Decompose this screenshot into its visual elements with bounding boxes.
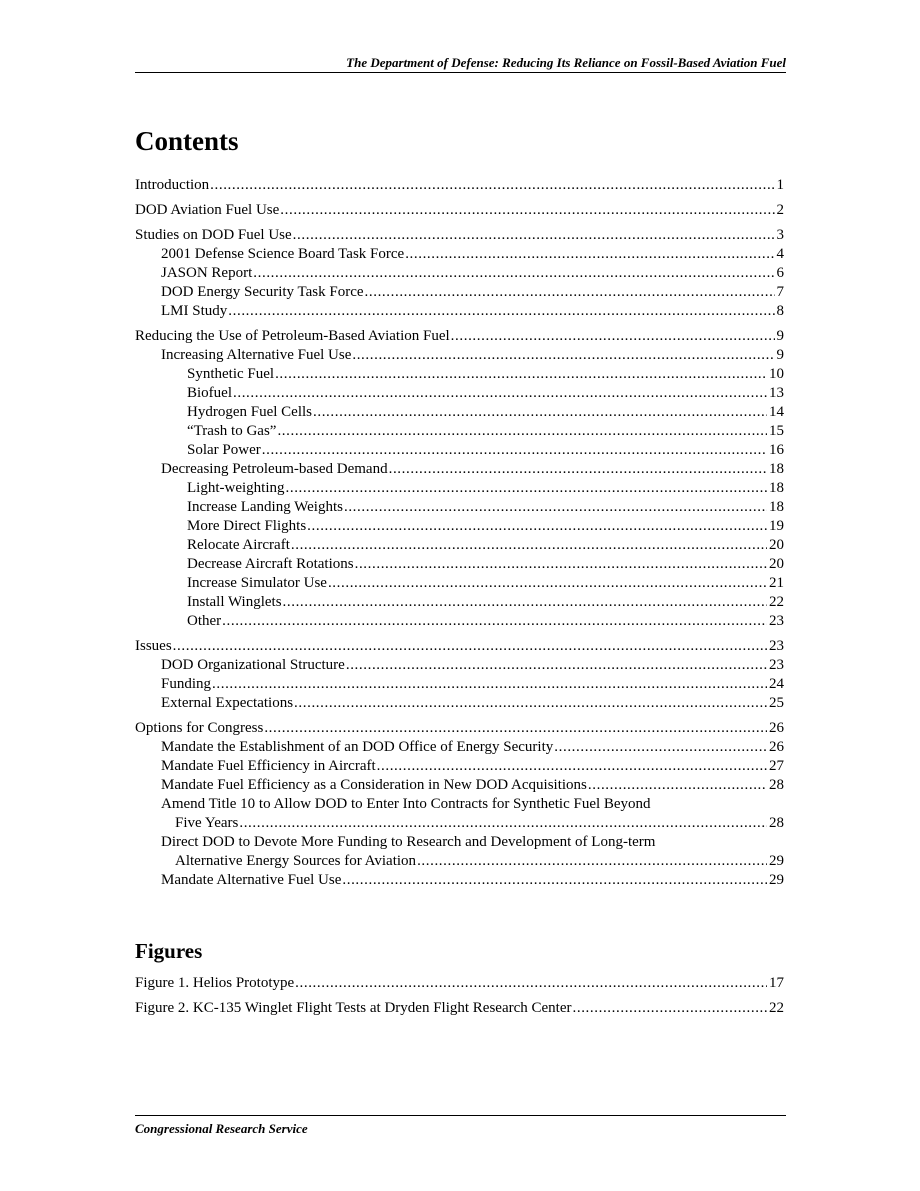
toc-entry[interactable] — [135, 441, 784, 460]
toc-entry-title: 2001 Defense Science Board Task Force — [161, 246, 405, 262]
toc-entry[interactable] — [135, 536, 784, 555]
toc-entry[interactable] — [135, 460, 784, 479]
toc-entry[interactable] — [135, 795, 784, 833]
toc-entry[interactable] — [135, 498, 784, 517]
toc-entry-title: Mandate Fuel Efficiency in Aircraft — [161, 758, 376, 774]
toc-entry[interactable] — [135, 694, 784, 713]
toc-entry-title: Relocate Aircraft — [187, 537, 290, 553]
dot-leader — [328, 574, 767, 593]
toc-entry[interactable] — [135, 871, 784, 890]
toc-entry[interactable] — [135, 719, 784, 738]
dot-leader — [405, 245, 774, 264]
toc-entry-title: Install Winglets — [187, 594, 282, 610]
toc-entry-title: Increase Simulator Use — [187, 575, 327, 591]
dot-leader — [417, 852, 767, 871]
toc-entry[interactable] — [135, 283, 784, 302]
toc-entry-title: Solar Power — [187, 442, 261, 458]
toc-entry-page: 21 — [769, 575, 784, 591]
figure-entry[interactable] — [135, 974, 784, 993]
toc-entry[interactable] — [135, 201, 784, 220]
toc-entry-page: 27 — [769, 758, 784, 774]
footer-publisher: Congressional Research Service — [135, 1121, 308, 1136]
dot-leader — [346, 656, 767, 675]
toc-entry-page: 29 — [769, 853, 784, 869]
dot-leader — [233, 384, 767, 403]
toc-entry[interactable] — [135, 833, 784, 871]
dot-leader — [307, 517, 767, 536]
toc-entry[interactable] — [135, 422, 784, 441]
toc-entry[interactable] — [135, 365, 784, 384]
toc-entry[interactable] — [135, 637, 784, 656]
dot-leader — [277, 422, 767, 441]
toc-entry-page: 8 — [776, 303, 784, 319]
toc-entry[interactable] — [135, 302, 784, 321]
toc-entry[interactable] — [135, 384, 784, 403]
toc-entry-page: 1 — [776, 177, 784, 193]
contents-list — [135, 176, 784, 890]
toc-entry-page: 13 — [769, 385, 784, 401]
dot-leader — [283, 593, 767, 612]
toc-entry-title-line1: Amend Title 10 to Allow DOD to Enter Into Contracts for Synthetic Fuel Beyond — [161, 796, 651, 812]
figures-list — [135, 974, 784, 1018]
toc-entry[interactable] — [135, 245, 784, 264]
toc-entry[interactable] — [135, 757, 784, 776]
toc-entry-page: 18 — [769, 499, 784, 515]
toc-entry-title: Light-weighting — [187, 480, 285, 496]
toc-entry-page: 28 — [769, 777, 784, 793]
toc-entry-page: 10 — [769, 366, 784, 382]
toc-entry[interactable] — [135, 403, 784, 422]
dot-leader — [294, 694, 767, 713]
toc-entry-page: 2 — [776, 202, 784, 218]
dot-leader — [264, 719, 767, 738]
dot-leader — [451, 327, 775, 346]
toc-entry-page: 4 — [776, 246, 784, 262]
toc-entry-title: Studies on DOD Fuel Use — [135, 227, 292, 243]
toc-entry-title: Synthetic Fuel — [187, 366, 275, 382]
toc-entry-title: Mandate Alternative Fuel Use — [161, 872, 342, 888]
toc-entry-page: 26 — [769, 720, 784, 736]
toc-entry[interactable] — [135, 776, 784, 795]
toc-entry-title: “Trash to Gas” — [187, 423, 277, 439]
toc-entry-page: 20 — [769, 556, 784, 572]
toc-entry-page: 22 — [769, 594, 784, 610]
dot-leader — [280, 201, 774, 220]
toc-entry-page: 16 — [769, 442, 784, 458]
dot-leader — [573, 999, 768, 1018]
toc-entry[interactable] — [135, 176, 784, 195]
toc-entry-title: Issues — [135, 638, 172, 654]
toc-entry-title: Increase Landing Weights — [187, 499, 343, 515]
toc-entry-page: 29 — [769, 872, 784, 888]
toc-entry-title: External Expectations — [161, 695, 294, 711]
toc-entry[interactable] — [135, 593, 784, 612]
toc-entry-title: Funding — [161, 676, 212, 692]
toc-entry[interactable] — [135, 574, 784, 593]
figure-entry-title: Figure 1. Helios Prototype — [135, 975, 295, 991]
toc-entry[interactable] — [135, 656, 784, 675]
toc-entry-page: 6 — [776, 265, 784, 281]
dot-leader — [212, 675, 767, 694]
toc-entry-title: Introduction — [135, 177, 210, 193]
toc-entry-title: More Direct Flights — [187, 518, 307, 534]
toc-entry-title-line1: Direct DOD to Devote More Funding to Research and Development of Long-term — [161, 834, 656, 850]
dot-leader — [355, 555, 767, 574]
toc-entry-title: DOD Organizational Structure — [161, 657, 345, 673]
running-header: The Department of Defense: Reducing Its Reliance on Fossil-Based Aviation Fuel — [346, 55, 786, 70]
toc-entry-page: 15 — [769, 423, 784, 439]
dot-leader — [275, 365, 767, 384]
toc-entry[interactable] — [135, 675, 784, 694]
toc-entry-title: DOD Energy Security Task Force — [161, 284, 364, 300]
dot-leader — [222, 612, 767, 631]
dot-leader — [554, 738, 767, 757]
toc-entry-page: 3 — [776, 227, 784, 243]
dot-leader — [262, 441, 767, 460]
dot-leader — [313, 403, 767, 422]
toc-entry-page: 23 — [769, 638, 784, 654]
toc-entry-title: LMI Study — [161, 303, 228, 319]
dot-leader — [342, 871, 767, 890]
toc-entry-title: Reducing the Use of Petroleum-Based Aviation Fuel — [135, 328, 450, 344]
toc-entry-title-line2: Five Years — [175, 815, 239, 831]
header-rule — [135, 72, 786, 73]
toc-entry-page: 26 — [769, 739, 784, 755]
toc-entry[interactable] — [135, 738, 784, 757]
toc-entry-page: 7 — [776, 284, 784, 300]
figure-entry-page: 17 — [769, 975, 784, 991]
toc-entry-title: Decrease Aircraft Rotations — [187, 556, 354, 572]
figure-entry-title: Figure 2. KC-135 Winglet Flight Tests at Dryden Flight Research Center — [135, 1000, 572, 1016]
toc-entry-title: Options for Congress — [135, 720, 264, 736]
dot-leader — [377, 757, 767, 776]
toc-entry-page: 23 — [769, 613, 784, 629]
dot-leader — [253, 264, 774, 283]
toc-entry-page: 18 — [769, 461, 784, 477]
toc-entry-title-line2: Alternative Energy Sources for Aviation — [175, 853, 417, 869]
toc-entry[interactable] — [135, 226, 784, 245]
dot-leader — [352, 346, 774, 365]
toc-entry[interactable] — [135, 346, 784, 365]
toc-entry-page: 24 — [769, 676, 784, 692]
toc-entry-page: 23 — [769, 657, 784, 673]
footer-rule — [135, 1115, 786, 1116]
figure-entry-page: 22 — [769, 1000, 784, 1016]
toc-entry-title: Increasing Alternative Fuel Use — [161, 347, 352, 363]
figures-heading: Figures — [135, 939, 203, 963]
dot-leader — [286, 479, 768, 498]
dot-leader — [295, 974, 767, 993]
dot-leader — [389, 460, 767, 479]
toc-entry[interactable] — [135, 612, 784, 631]
toc-entry-title: Other — [187, 613, 222, 629]
toc-entry[interactable] — [135, 517, 784, 536]
figure-entry[interactable] — [135, 999, 784, 1018]
contents-heading: Contents — [135, 126, 239, 156]
toc-entry-page: 28 — [769, 815, 784, 831]
toc-entry[interactable] — [135, 327, 784, 346]
dot-leader — [293, 226, 775, 245]
toc-entry-page: 9 — [776, 328, 784, 344]
dot-leader — [365, 283, 775, 302]
toc-entry-title: Mandate the Establishment of an DOD Office of Energy Security — [161, 739, 554, 755]
dot-leader — [210, 176, 774, 195]
toc-entry[interactable] — [135, 264, 784, 283]
toc-entry-title: Biofuel — [187, 385, 232, 401]
dot-leader — [228, 302, 774, 321]
toc-entry-title: JASON Report — [161, 265, 253, 281]
dot-leader — [173, 637, 767, 656]
toc-entry[interactable] — [135, 479, 784, 498]
toc-entry-page: 19 — [769, 518, 784, 534]
toc-entry-title: Hydrogen Fuel Cells — [187, 404, 312, 420]
dot-leader — [344, 498, 767, 517]
toc-entry-page: 9 — [776, 347, 784, 363]
toc-entry-page: 20 — [769, 537, 784, 553]
toc-entry-page: 14 — [769, 404, 784, 420]
toc-entry-title: Decreasing Petroleum-based Demand — [161, 461, 388, 477]
toc-entry[interactable] — [135, 555, 784, 574]
dot-leader — [239, 814, 767, 833]
dot-leader — [291, 536, 767, 555]
dot-leader — [588, 776, 767, 795]
toc-entry-title: Mandate Fuel Efficiency as a Consideration in New DOD Acquisitions — [161, 777, 587, 793]
toc-entry-title: DOD Aviation Fuel Use — [135, 202, 280, 218]
toc-entry-page: 25 — [769, 695, 784, 711]
toc-entry-page: 18 — [769, 480, 784, 496]
